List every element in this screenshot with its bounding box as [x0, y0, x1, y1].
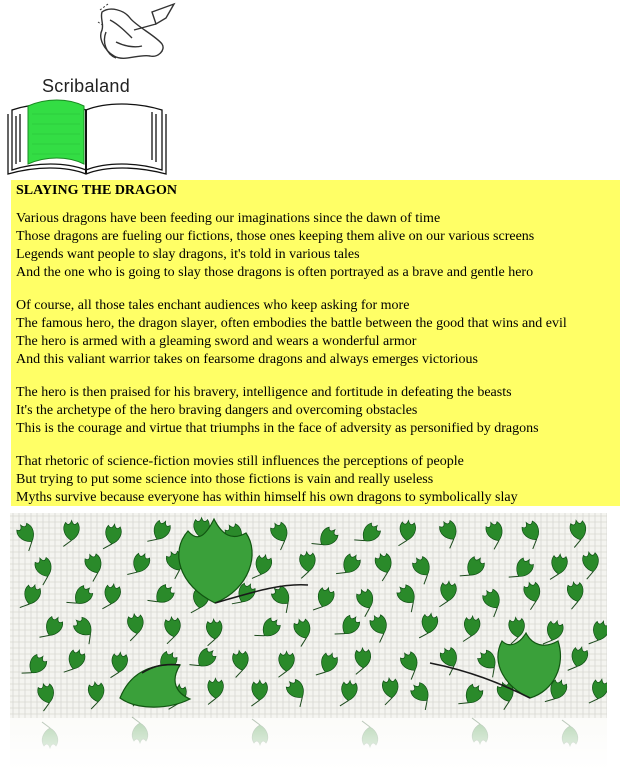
ginkgo-leaves-icon [10, 513, 607, 768]
stanza-3 [16, 384, 620, 438]
stanza-1 [16, 210, 620, 282]
poem-line: Legends want people to slay dragons, it's told in various tales [16, 247, 360, 262]
poem-line: This is the courage and virtue that triumphs in the face of adversity as personified by dragons [16, 421, 539, 436]
poem-line: The famous hero, the dragon slayer, often embodies the battle between the good that wins and evil [16, 316, 567, 331]
poem-line: The hero is armed with a gleaming sword and wears a wonderful armor [16, 334, 417, 349]
stanza-4 [16, 453, 620, 507]
poem-line: It's the archetype of the hero braving dangers and overcoming obstacles [16, 403, 418, 418]
poem-line: And the one who is going to slay those dragons is often portrayed as a brave and gentle hero [16, 265, 534, 280]
scribaland-logo[interactable] [6, 2, 176, 178]
poem-line: But trying to put some science into those fictions is vain and really useless [16, 472, 434, 487]
poem-line: Those dragons are fueling our fictions, those ones keeping them alive on our various screens [16, 229, 535, 244]
poem-box [11, 180, 620, 506]
poem-line: Myths survive because everyone has within himself his own dragons to symbolically slay [16, 490, 518, 505]
poem-line: Various dragons have been feeding our imaginations since the dawn of time [16, 211, 441, 226]
poem-title: SLAYING THE DRAGON [16, 183, 178, 198]
poem-line: The hero is then praised for his bravery, intelligence and fortitude in defeating the beasts [16, 385, 512, 400]
logo-text: Scribaland [41, 76, 131, 96]
ginkgo-artwork [10, 513, 607, 768]
poem-line: And this valiant warrior takes on fearsome dragons and always emerges victorious [16, 352, 478, 367]
stanza-2 [16, 297, 620, 369]
poem-line: Of course, all those tales enchant audiences who keep asking for more [16, 298, 410, 313]
poem-line: That rhetoric of science-fiction movies still influences the perceptions of people [16, 454, 464, 469]
